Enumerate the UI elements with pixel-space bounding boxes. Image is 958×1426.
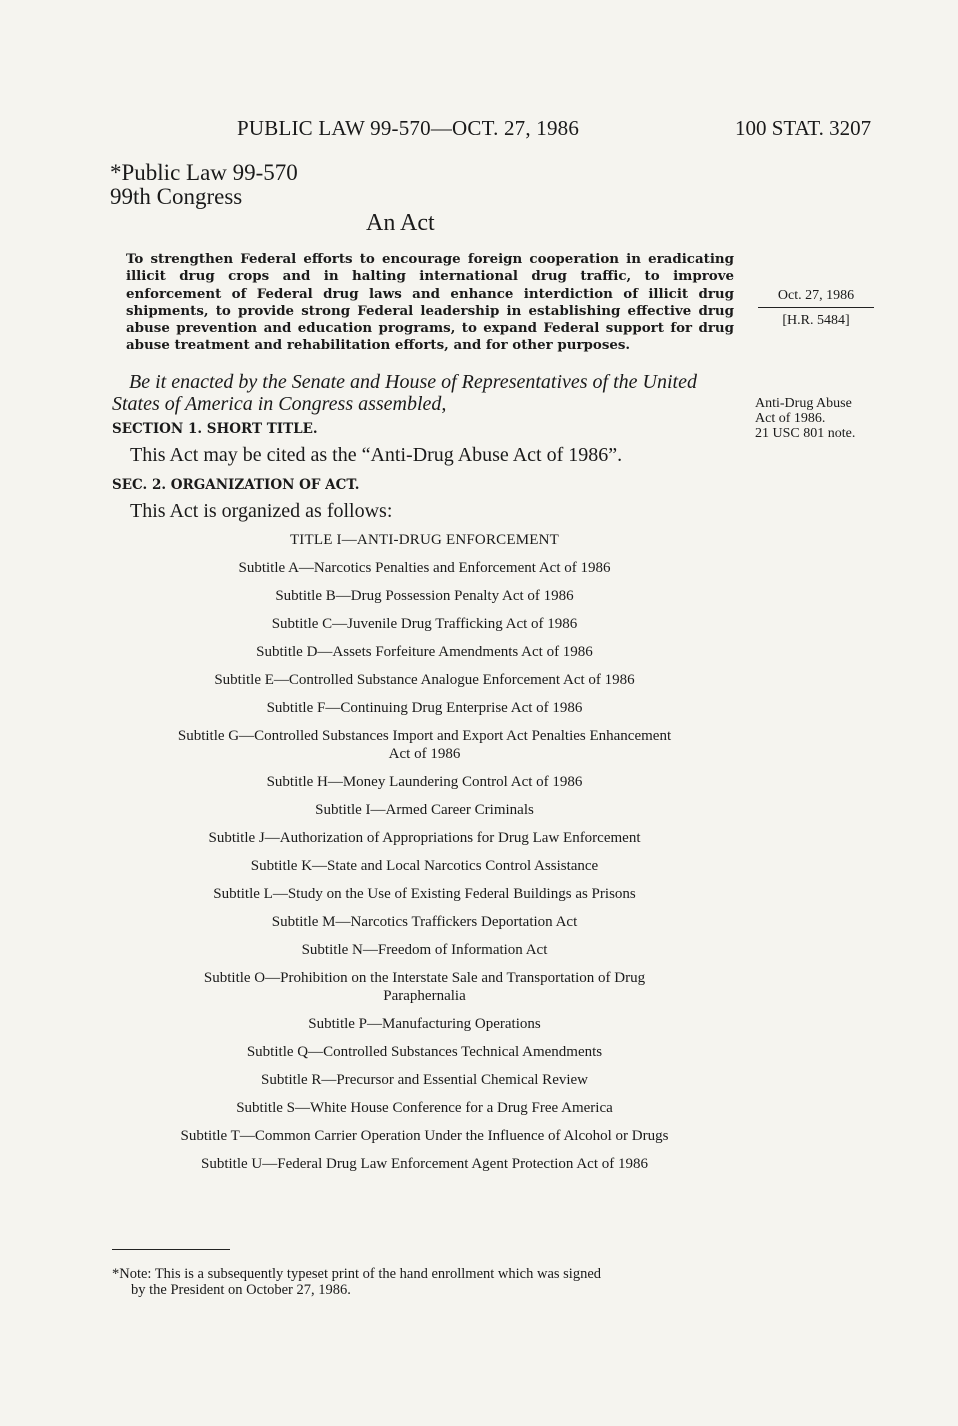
running-title: PUBLIC LAW 99-570—OCT. 27, 1986 xyxy=(237,116,580,140)
toc-subtitle: Subtitle U—Federal Drug Law Enforcement Agent Protection Act of 1986 xyxy=(201,1156,648,1172)
toc-title: TITLE I—ANTI-DRUG ENFORCEMENT xyxy=(289,532,560,548)
toc-subtitle: Subtitle O—Prohibition on the Interstate Sale and Transportation of Drug xyxy=(203,970,646,986)
toc-subtitle: Subtitle I—Armed Career Criminals xyxy=(315,802,534,818)
toc-subtitle: Subtitle T—Common Carrier Operation Under the Influence of Alcohol or Drugs xyxy=(180,1128,669,1144)
toc-subtitle: Subtitle K—State and Local Narcotics Control Assistance xyxy=(250,858,599,874)
toc-subtitle: Subtitle H—Money Laundering Control Act of 1986 xyxy=(266,774,583,790)
stat-citation: 100 STAT. 3207 xyxy=(735,116,872,140)
purpose-paragraph: To strengthen Federal efforts to encourage foreign cooperation in eradicating illicit drug crops and in halting international drug traffic, to improve enforcement of Federal drug laws and enhance interdiction of illicit drug shipments, to provide strong Federal leadership in establishing effective drug abuse prevention and education programs, to expand Federal support for drug abuse treatment and rehabilitation efforts, and for other purposes. xyxy=(126,251,734,354)
footnote-line1: *Note: This is a subsequently typeset print of the hand enrollment which was signed xyxy=(112,1266,602,1282)
margin-short-title-line3: 21 USC 801 note. xyxy=(755,426,856,441)
toc-subtitle: Subtitle P—Manufacturing Operations xyxy=(308,1016,541,1032)
toc-subtitle-continued: Act of 1986 xyxy=(388,746,461,762)
toc-subtitle: Subtitle J—Authorization of Appropriations for Drug Law Enforcement xyxy=(208,830,641,846)
margin-short-title-line2: Act of 1986. xyxy=(755,411,826,426)
section-2-heading: SEC. 2. ORGANIZATION OF ACT. xyxy=(112,477,360,493)
enacting-clause: Be it enacted by the Senate and House of Representatives of the United States of America in Congress assembled, xyxy=(112,371,697,415)
margin-rule xyxy=(758,307,874,308)
margin-date-note xyxy=(758,286,874,331)
toc-subtitle: Subtitle L—Study on the Use of Existing Federal Buildings as Prisons xyxy=(213,886,636,902)
margin-date: Oct. 27, 1986 xyxy=(777,288,855,303)
toc-subtitle: Subtitle A—Narcotics Penalties and Enforcement Act of 1986 xyxy=(238,560,611,576)
toc-subtitle: Subtitle D—Assets Forfeiture Amendments Act of 1986 xyxy=(256,644,593,660)
toc-subtitle: Subtitle Q—Controlled Substances Technical Amendments xyxy=(246,1044,603,1060)
margin-bill: [H.R. 5484] xyxy=(782,313,850,328)
toc-subtitle: Subtitle S—White House Conference for a Drug Free America xyxy=(236,1100,613,1116)
toc-subtitle: Subtitle N—Freedom of Information Act xyxy=(301,942,548,958)
section-2-text: This Act is organized as follows: xyxy=(130,500,393,522)
toc-subtitle: Subtitle F—Continuing Drug Enterprise Act of 1986 xyxy=(266,700,583,716)
toc-subtitle: Subtitle M—Narcotics Traffickers Deportation Act xyxy=(271,914,578,930)
toc-subtitle: Subtitle E—Controlled Substance Analogue Enforcement Act of 1986 xyxy=(214,672,635,688)
toc-subtitle-continued: Paraphernalia xyxy=(383,988,466,1004)
toc-subtitle: Subtitle G—Controlled Substances Import and Export Act Penalties Enhancement xyxy=(177,728,672,744)
section-1-text: This Act may be cited as the “Anti-Drug Abuse Act of 1986”. xyxy=(130,444,623,466)
toc-subtitle: Subtitle C—Juvenile Drug Trafficking Act of 1986 xyxy=(271,616,578,632)
public-law-number: *Public Law 99-570 xyxy=(110,160,298,185)
margin-short-title-note xyxy=(755,396,855,441)
section-1-heading: SECTION 1. SHORT TITLE. xyxy=(112,421,318,437)
congress-label: 99th Congress xyxy=(110,184,243,209)
margin-short-title-line1: Anti-Drug Abuse xyxy=(755,396,852,411)
act-label: An Act xyxy=(366,210,435,236)
toc-subtitle: Subtitle B—Drug Possession Penalty Act of 1986 xyxy=(275,588,574,604)
footnote-rule xyxy=(112,1249,230,1250)
footnote-line2: by the President on October 27, 1986. xyxy=(131,1282,351,1298)
toc-subtitle: Subtitle R—Precursor and Essential Chemical Review xyxy=(260,1072,589,1088)
footnote xyxy=(112,1266,742,1298)
